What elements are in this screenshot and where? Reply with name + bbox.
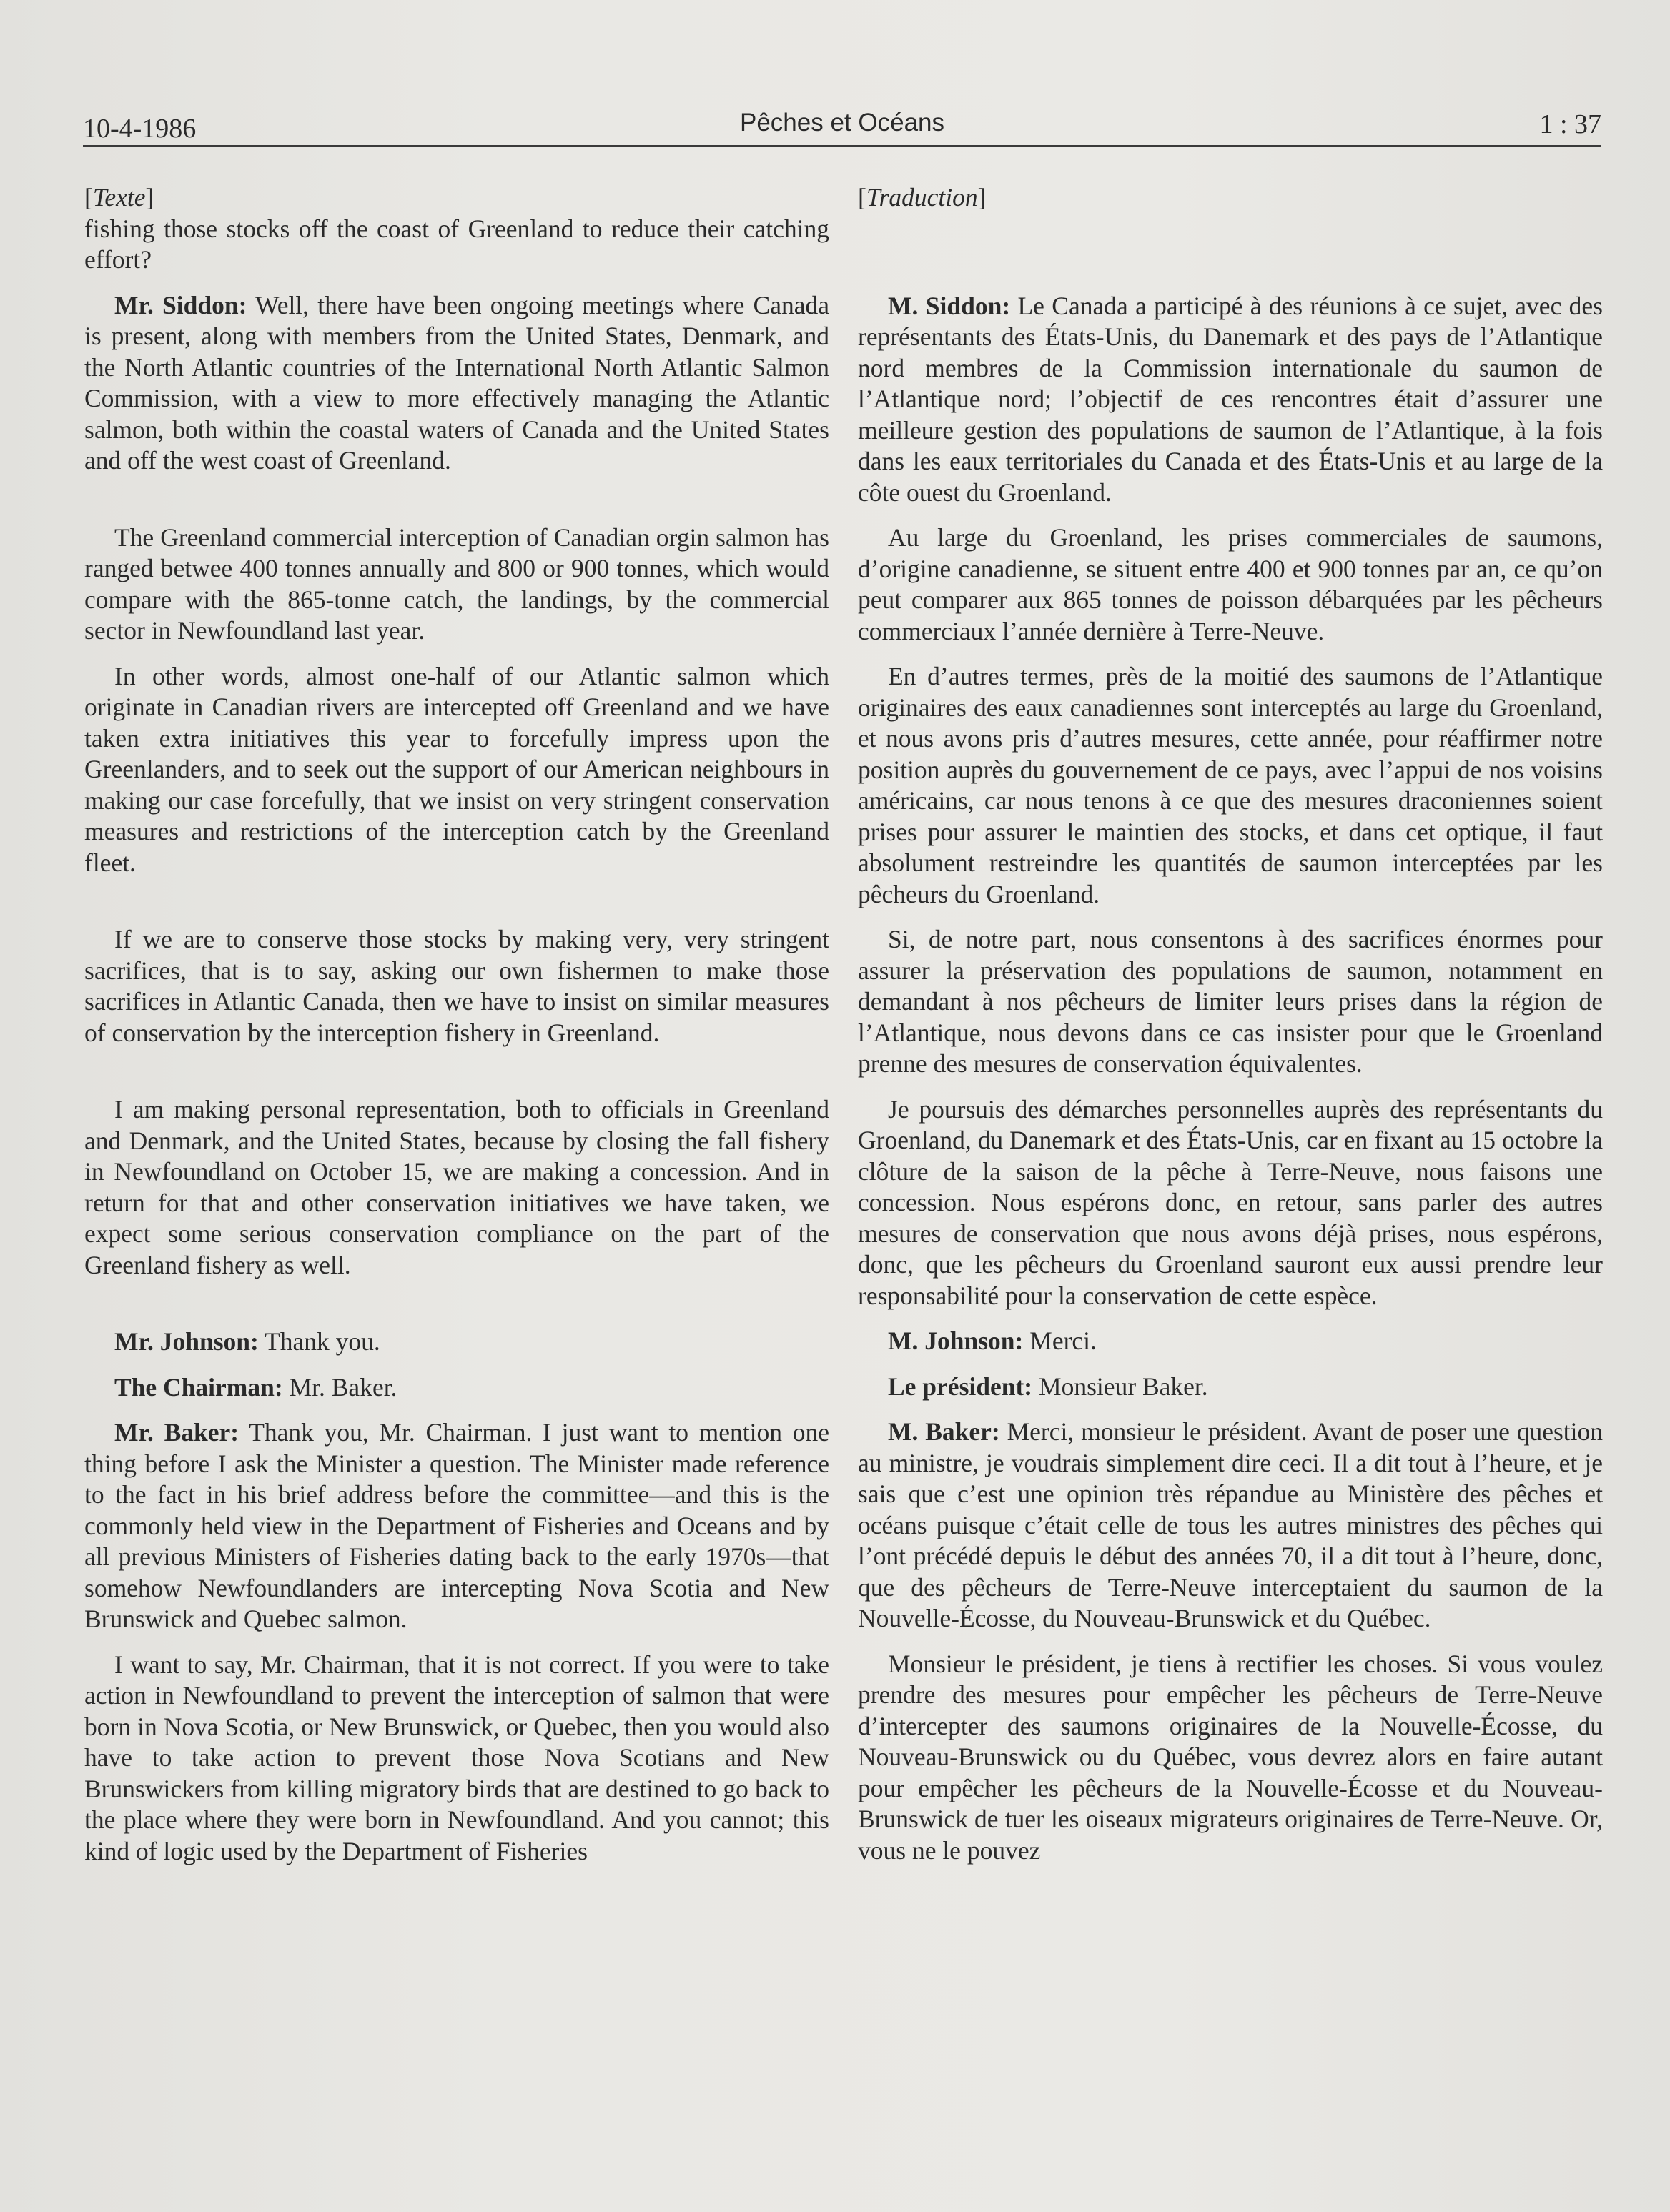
paragraph-rectifier: Monsieur le président, je tiens à rectifier les choses. Si vous voulez prendre des mesures pour empêcher les pêcheurs de Terre-Neuve d’intercepter des saumons originaires de la Nouvelle-Écosse, du Nouveau-Brunswick ou du Québec, vous devrez alors en faire autant pour empêcher les pêcheurs de la Nouvelle-Écosse et du Nouveau-Brunswick de tuer les oiseaux migrateurs originaires de Terre-Neuve. Or, vous ne le pouvez (858, 1649, 1603, 1865)
page-header (83, 106, 1601, 149)
speech-text: Thank you. (258, 1327, 380, 1356)
speech-text: Merci, monsieur le président. Avant de poser une question au ministre, je voudrais simplement dire ceci. Il a dit tout à l’heure, et je sais que c’est une opinion très répandue au Ministère des pêches et océans puisque c’était celle de tous les autres ministres des pêches qui l’ont précédé depuis le début des années 70, il a dit tout à l’heure, donc, que des pêcheurs de Terre-Neuve interceptaient du saumon de la Nouvelle-Écosse, du Nouveau-Brunswick et du Québec. (858, 1417, 1603, 1632)
traduction-tag: [Traduction] (858, 183, 987, 212)
speaker-label: Mr. Siddon: (114, 290, 247, 319)
paragraph-large-groenland: Au large du Groenland, les prises commerciales de saumons, d’origine canadienne, se situent entre 400 et 900 tonnes par an, ce qu’on peut comparer aux 865 tonnes de poisson débarquées par les pêcheurs commerciaux l’année dernière à Terre-Neuve. (858, 523, 1603, 645)
speaker-label: Mr. Baker: (114, 1418, 239, 1447)
speaker-label: M. Johnson: (888, 1326, 1024, 1355)
header-title: Pêches et Océans (740, 109, 944, 137)
intro-paragraph: fishing those stocks off the coast of Greenland to reduce their catching effort? (84, 214, 829, 274)
texte-tag-label: Texte (92, 183, 146, 212)
paragraph-greenland-interception: The Greenland commercial interception of Canadian orgin salmon has ranged betwee 400 tonnes annually and 800 or 900 tonnes, which would compare with the 865-tonne catch, the landings, by the commercial sector in Newfoundland last year. (84, 522, 829, 645)
speaker-label: Mr. Johnson: (114, 1327, 259, 1356)
texte-tag: [Texte] (84, 183, 154, 212)
speaker-label: Le président: (888, 1372, 1033, 1401)
speech-text: Mr. Baker. (282, 1372, 397, 1402)
baker-paragraph (84, 1417, 829, 1635)
paragraph-sacrifices: Si, de notre part, nous consentons à des sacrifices énormes pour assurer la préservation des populations de saumon, notamment en demandant à nos pêcheurs de limiter leurs prises dans la région de l’Atlantique, nous devons dans ce cas insister pour que le Groenland prenne des mesures de conservation équivalentes. (858, 925, 1603, 1078)
paragraph-personal-representation: I am making personal representation, both to officials in Greenland and Denmark, and the United States, because by closing the fall fishery in Newfoundland on October 15, we are making a concession. And in return for that and other conservation initiatives we have taken, we expect some serious conservation compliance on the part of the Greenland fishery as well. (84, 1095, 829, 1279)
speaker-label: M. Baker: (888, 1417, 1000, 1446)
paragraph-autres-termes: En d’autres termes, près de la moitié des saumons de l’Atlantique originaires des eaux canadiennes sont interceptés au large du Groenland, et nous avons pris d’autres mesures, cette année, pour réaffirmer notre position auprès du gouvernement de ce pays, avec l’appui de nos voisins américains, car nous tenons à ce que des mesures draconiennes soient prises pour assurer le maintien des stocks, et dans cet optique, il faut absolument restreindre les quantités de saumon interceptées par les pêcheurs du Groenland. (858, 662, 1603, 908)
johnson-paragraph (84, 1326, 829, 1358)
speech-text: Well, there have been ongoing meetings where Canada is present, along with members from the United States, Denmark, and the North Atlantic countries of the International North Atlantic Salmon Commission, with a view to more effectively managing the Atlantic salmon, both within the coastal waters of Canada and the United States and off the west coast of Greenland. (84, 290, 829, 475)
baker-paragraph-fr (858, 1417, 1603, 1635)
header-page-number: 1 : 37 (1539, 109, 1601, 139)
speech-text: Thank you, Mr. Chairman. I just want to mention one thing before I ask the Minister a question. The Minister made reference to the fact in his brief address before the committee—and this is the commonly held view in the Department of Fisheries and Oceans and by all previous Ministers of Fisheries dating back to the early 1970s—that somehow Newfoundlanders are intercepting Nova Scotia and New Brunswick and Quebec salmon. (84, 1418, 829, 1633)
paragraph-demarches: Je poursuis des démarches personnelles auprès des représentants du Groenland, du Danemark et des États-Unis, car en fixant au 15 octobre la clôture de la saison de la pêche à Terre-Neuve, nous faisons une concession. Nous espérons donc, en retour, sans parler des autres mesures de conservation que nous avons déjà prises, nous espérons, donc, que les pêcheurs du Groenland sauront eux aussi prendre leur responsabilité pour la conservation de cette espèce. (858, 1094, 1603, 1310)
siddon-paragraph (84, 290, 829, 477)
speech-text: Monsieur Baker. (1032, 1372, 1208, 1401)
president-paragraph-fr (858, 1372, 1603, 1403)
paragraph-not-correct: I want to say, Mr. Chairman, that it is not correct. If you were to take action in Newfoundland to prevent the interception of salmon that were born in Nova Scotia, or New Brunswick, or Quebec, then you would also have to take action to prevent those Nova Scotians and New Brunswickers from killing migratory birds that are destined to go back to the place where they were born in Newfoundland. And you cannot; this kind of logic used by the Department of Fisheries (84, 1650, 829, 1865)
header-rule (83, 145, 1601, 147)
french-column (858, 182, 1603, 1866)
english-column (84, 182, 829, 1867)
paragraph-conserve-stocks: If we are to conserve those stocks by making very, very stringent sacrifices, that is to say, asking our own fishermen to make those sacrifices in Atlantic Canada, then we have to insist on similar measures of conservation by the interception fishery in Greenland. (84, 925, 829, 1047)
paragraph-other-words: In other words, almost one-half of our Atlantic salmon which originate in Canadian rivers are intercepted off Greenland and we have taken extra initiatives this year to forcefully impress upon the Greenlanders, and to seek out the support of our American neighbours in making our case forcefully, that we insist on very stringent conservation measures and restrictions of the interception catch by the Greenland fleet. (84, 661, 829, 877)
header-date: 10-4-1986 (83, 114, 197, 144)
speech-text: Le Canada a participé à des réunions à ce sujet, avec des représentants des États-Unis, du Danemark et des pays de l’Atlantique nord membres de la Commission internationale du saumon de l’Atlantique nord; l’objectif de ces rencontres était d’assurer une meilleure gestion des populations de saumon de l’Atlantique, à la fois dans les eaux territoriales du Canada et des États-Unis et au large de la côte ouest du Groenland. (858, 291, 1603, 507)
speaker-label: M. Siddon: (888, 291, 1011, 320)
speaker-label: The Chairman: (114, 1372, 283, 1402)
speech-text: Merci. (1023, 1326, 1097, 1355)
johnson-paragraph-fr (858, 1326, 1603, 1357)
traduction-tag-label: Traduction (866, 183, 978, 212)
siddon-paragraph-fr (858, 291, 1603, 509)
chairman-paragraph (84, 1372, 829, 1404)
